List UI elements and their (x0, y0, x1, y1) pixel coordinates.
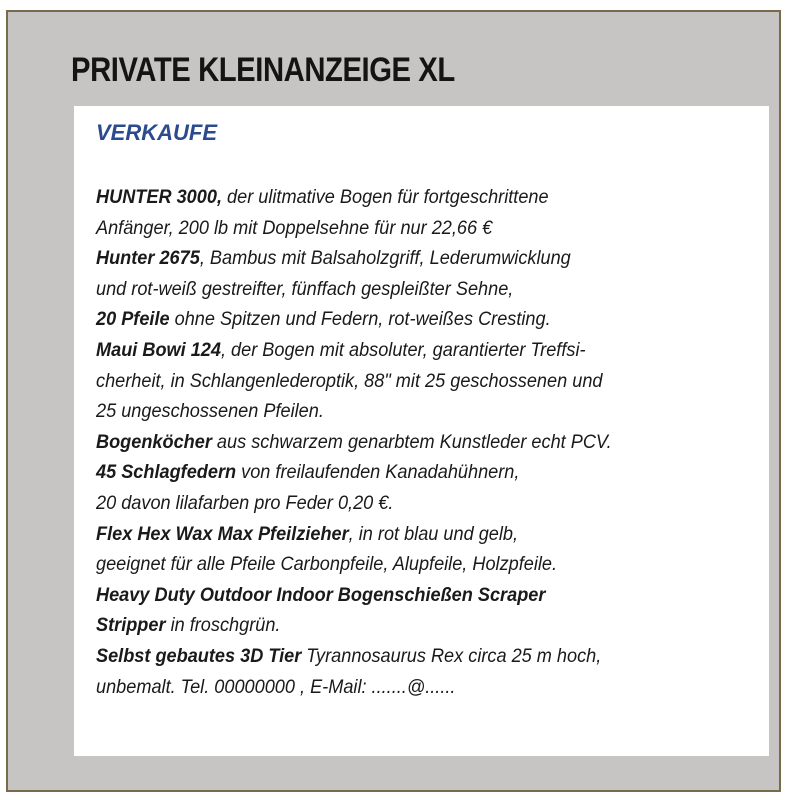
ad-line (96, 335, 721, 366)
ad-line (96, 427, 721, 458)
ad-description: der ulitmative Bogen für fortgeschrittene (221, 186, 549, 208)
ad-description: von freilaufenden Kanadahühnern, (236, 461, 520, 484)
ad-line (96, 457, 721, 488)
ad-line (96, 243, 721, 274)
ad-item-name: HUNTER 3000, (96, 186, 222, 208)
ad-line (96, 519, 721, 550)
ad-description: Tyrannosaurus Rex circa 25 m hoch, (301, 644, 602, 667)
ad-item-name: Flex Hex Wax Max Pfeilzieher (96, 522, 349, 545)
ad-line (96, 610, 721, 641)
ad-card (74, 106, 769, 756)
ad-line (96, 213, 721, 244)
ad-item-name: Selbst gebautes 3D Tier (96, 644, 302, 667)
ad-line (96, 366, 721, 397)
ad-line (96, 580, 721, 611)
page-title: PRIVATE KLEINANZEIGE XL (71, 51, 455, 89)
ad-description: in froschgrün. (165, 614, 281, 637)
ad-line (96, 488, 721, 519)
ad-description: , Bambus mit Balsaholzgriff, Lederumwicklung (199, 247, 571, 270)
ad-description: 25 ungeschossenen Pfeilen. (96, 400, 324, 423)
section-heading: VERKAUFE (96, 120, 218, 145)
ad-item-name: Stripper (96, 614, 166, 637)
ad-description: , in rot blau und gelb, (348, 522, 519, 545)
ad-item-name: Hunter 2675 (96, 247, 200, 270)
ad-description: ohne Spitzen und Federn, rot-weißes Cresting. (169, 308, 551, 331)
ad-description: und rot-weiß gestreifter, fünffach gespleißter Sehne, (96, 277, 514, 300)
ad-text-list (96, 182, 721, 702)
ad-line (96, 641, 721, 672)
ad-line (96, 672, 721, 703)
ad-line (96, 396, 721, 427)
ad-description: , der Bogen mit absoluter, garantierter Treffsi- (220, 338, 586, 361)
ad-frame (6, 10, 781, 792)
ad-line (96, 274, 721, 305)
ad-item-name: Heavy Duty Outdoor Indoor Bogenschießen Scraper (96, 583, 546, 606)
ad-line (96, 549, 721, 580)
ad-description: cherheit, in Schlangenlederoptik, 88" mit 25 geschossenen und (96, 369, 603, 392)
ad-item-name: 45 Schlagfedern (96, 461, 237, 484)
ad-description: Anfänger, 200 lb mit Doppelsehne für nur 22,66 € (96, 216, 493, 239)
ad-item-name: 20 Pfeile (96, 308, 170, 331)
ad-description: geeignet für alle Pfeile Carbonpfeile, Alupfeile, Holzpfeile. (96, 553, 558, 576)
ad-description: 20 davon lilafarben pro Feder 0,20 €. (96, 491, 394, 514)
ad-item-name: Maui Bowi 124 (96, 338, 221, 361)
ad-item-name: Bogenköcher (96, 430, 212, 453)
ad-description: aus schwarzem genarbtem Kunstleder echt PCV. (211, 430, 612, 453)
ad-line (96, 182, 721, 213)
ad-line (96, 304, 721, 335)
ad-description: unbemalt. Tel. 00000000 , E-Mail: .......@...... (96, 675, 456, 698)
